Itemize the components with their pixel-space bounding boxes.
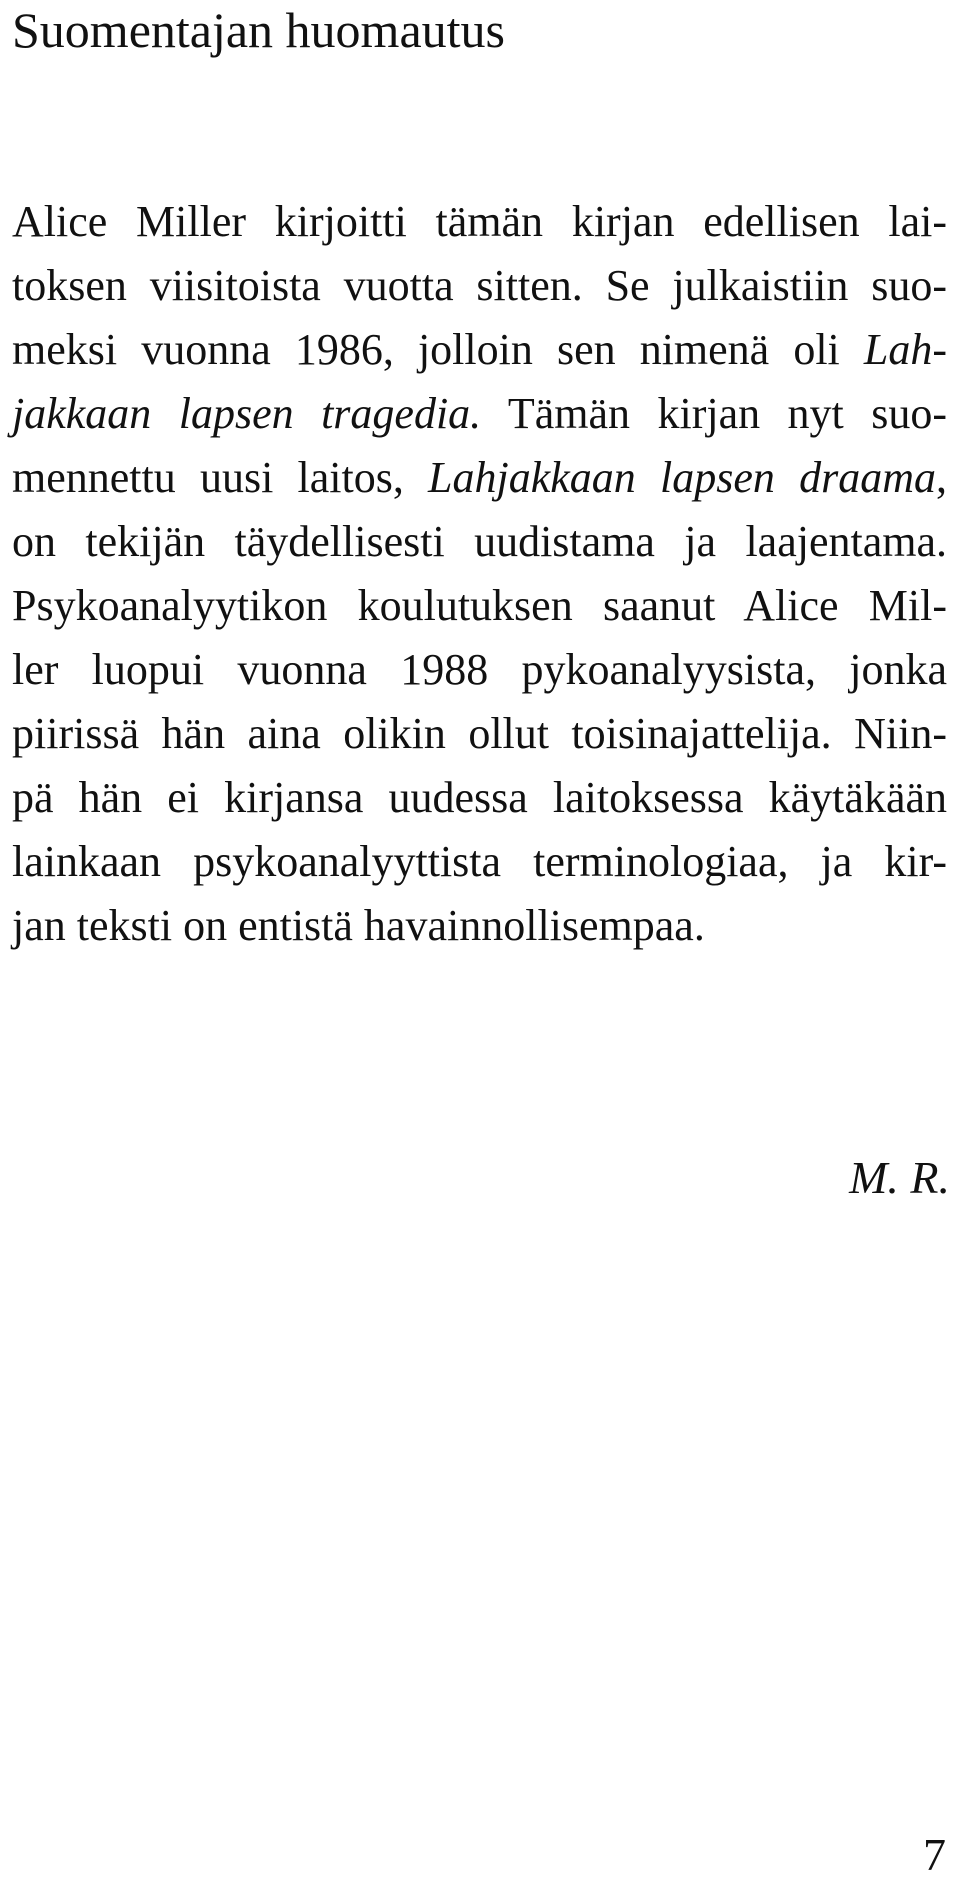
- text-line: [12, 510, 947, 574]
- signature: M. R.: [849, 1152, 950, 1203]
- text-segment: Tämän kirjan nyt suo-: [481, 389, 948, 438]
- text-segment: ,: [936, 453, 948, 502]
- text-segment: Alice Miller kirjoitti tämän kirjan edellisen lai-: [12, 197, 947, 246]
- italic-text: Lah-: [863, 325, 947, 374]
- text-line: [12, 190, 947, 254]
- text-line: [12, 318, 947, 382]
- text-segment: mennettu uusi laitos,: [12, 453, 429, 502]
- text-segment: piirissä hän aina olikin ollut toisinajattelija. Niin-: [12, 709, 947, 758]
- text-segment: toksen viisitoista vuotta sitten. Se julkaistiin suo-: [12, 261, 947, 310]
- page-title: Suomentajan huomautus: [12, 2, 505, 58]
- text-line: [12, 702, 947, 766]
- text-line: [12, 254, 947, 318]
- text-line: [12, 446, 947, 510]
- text-line: [12, 382, 947, 446]
- text-segment: pä hän ei kirjansa uudessa laitoksessa käytäkään: [12, 773, 947, 822]
- text-segment: on tekijän täydellisesti uudistama ja laajentama.: [12, 517, 947, 566]
- text-line: [12, 894, 947, 958]
- text-segment: meksi vuonna 1986, jolloin sen nimenä oli: [12, 325, 864, 374]
- text-line: [12, 638, 947, 702]
- italic-text: jakkaan lapsen tragedia.: [12, 389, 482, 438]
- text-line: [12, 766, 947, 830]
- text-line: [12, 574, 947, 638]
- italic-text: Lahjakkaan lapsen draama: [428, 453, 937, 502]
- text-line: [12, 830, 947, 894]
- page-number: 7: [923, 1829, 946, 1880]
- body-paragraph: [12, 190, 947, 958]
- text-segment: lainkaan psykoanalyyttista terminologiaa, ja kir-: [12, 837, 947, 886]
- text-segment: jan teksti on entistä havainnollisempaa.: [12, 901, 705, 950]
- text-segment: Psykoanalyytikon koulutuksen saanut Alice Mil-: [12, 581, 947, 630]
- text-segment: ler luopui vuonna 1988 pykoanalyysista, jonka: [12, 645, 947, 694]
